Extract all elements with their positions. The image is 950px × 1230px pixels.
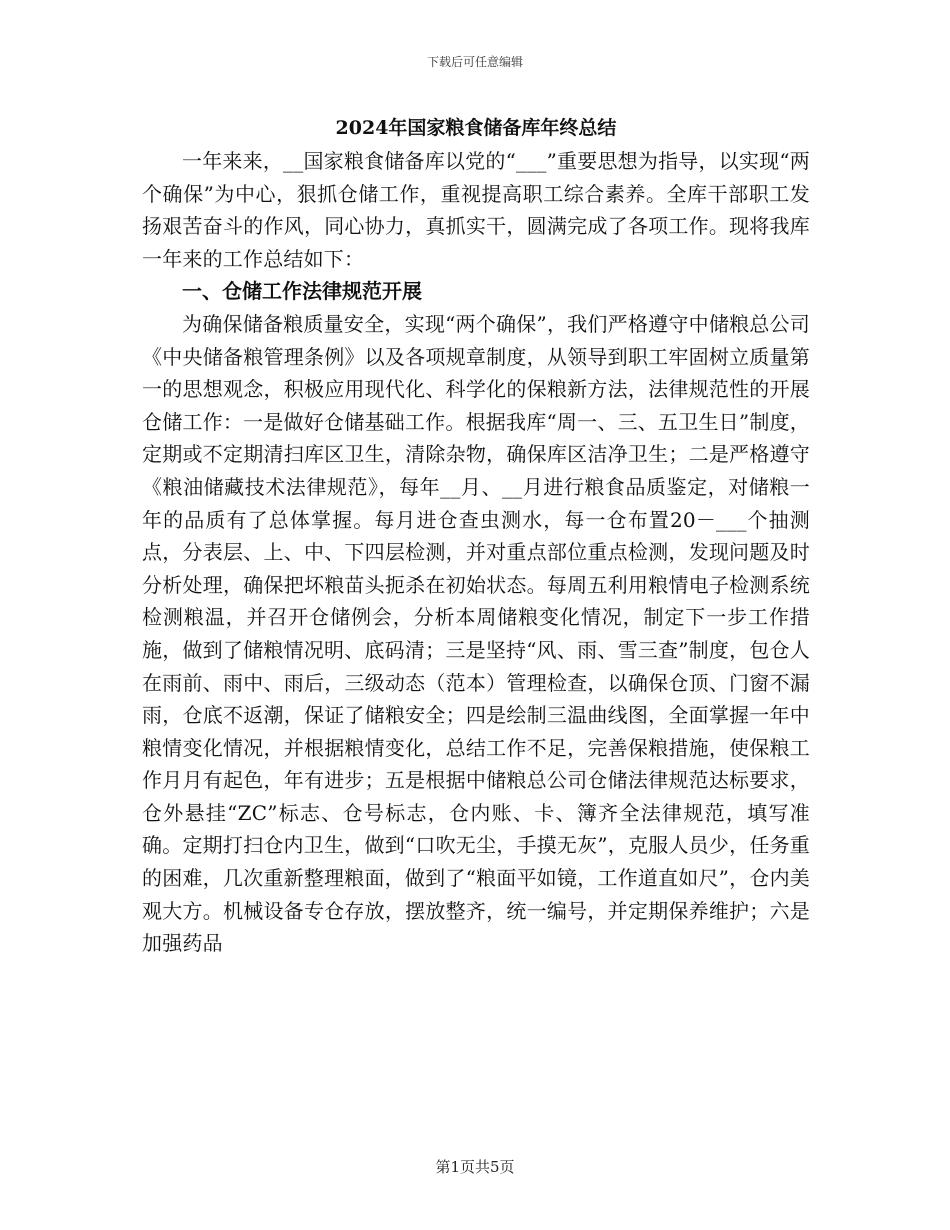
- document-title: 2024年国家粮食储备库年终总结: [335, 117, 617, 139]
- intro-paragraph: 一年来来，__国家粮食储备库以党的“___”重要思想为指导，以实现“两个确保”为中心，狠抓仓储工作，重视提高职工综合素养。全库干部职工发扬艰苦奋斗的作风，同心协力，真抓实干，圆满完成了各项工作。现将我库一年来的工作总结如下：: [142, 149, 810, 271]
- page-header: 下载后可任意编辑: [426, 55, 523, 69]
- page-footer: 第1页共5页: [435, 1158, 515, 1176]
- section-heading: 一、仓储工作法律规范开展: [182, 279, 422, 304]
- section-paragraph: 为确保储备粮质量安全，实现“两个确保”，我们严格遵守中储粮总公司《中央储备粮管理条例》以及各项规章制度，从领导到职工牢固树立质量第一的思想观念，积极应用现代化、科学化的保粮新方法，法律规范性的开展仓储工作：一是做好仓储基础工作。根据我库“周一、三、五卫生日”制度，定期或不定期清扫库区卫生，清除杂物，确保库区洁净卫生；二是严格遵守《粮油储藏技术法律规范》，每年__月、__月进行粮食品质鉴定，对储粮一年的品质有了总体掌握。每月进仓查虫测水，每一仓布置20－___个抽测点，分表层、上、中、下四层检测，并对重点部位重点检测，发现问题及时分析处理，确保把坏粮苗头扼杀在初始状态。每周五利用粮情电子检测系统检测粮温，并召开仓储例会，分析本周储粮变化情况，制定下一步工作措施，做到了储粮情况明、底码清；三是坚持“风、雨、雪三查”制度，包仓人在雨前、雨中、雨后，三级动态（范本）管理检查，以确保仓顶、门窗不漏雨，仓底不返潮，保证了储粮安全；四是绘制三温曲线图，全面掌握一年中粮情变化情况，并根据粮情变化，总结工作不足，完善保粮措施，使保粮工作月月有起色，年有进步；五是根据中储粮总公司仓储法律规范达标要求，仓外悬挂“ZC”标志、仓号标志，仓内账、卡、簿齐全法律规范，填写准确。定期打扫仓内卫生，做到“口吹无尘，手摸无灰”，克服人员少，任务重的困难，几次重新整理粮面，做到了“粮面平如镜，工作道直如尺”，仓内美观大方。机械设备专仓存放，摆放整齐，统一编号，并定期保养维护；六是加强药品: [142, 311, 810, 956]
- document-body: [142, 113, 810, 960]
